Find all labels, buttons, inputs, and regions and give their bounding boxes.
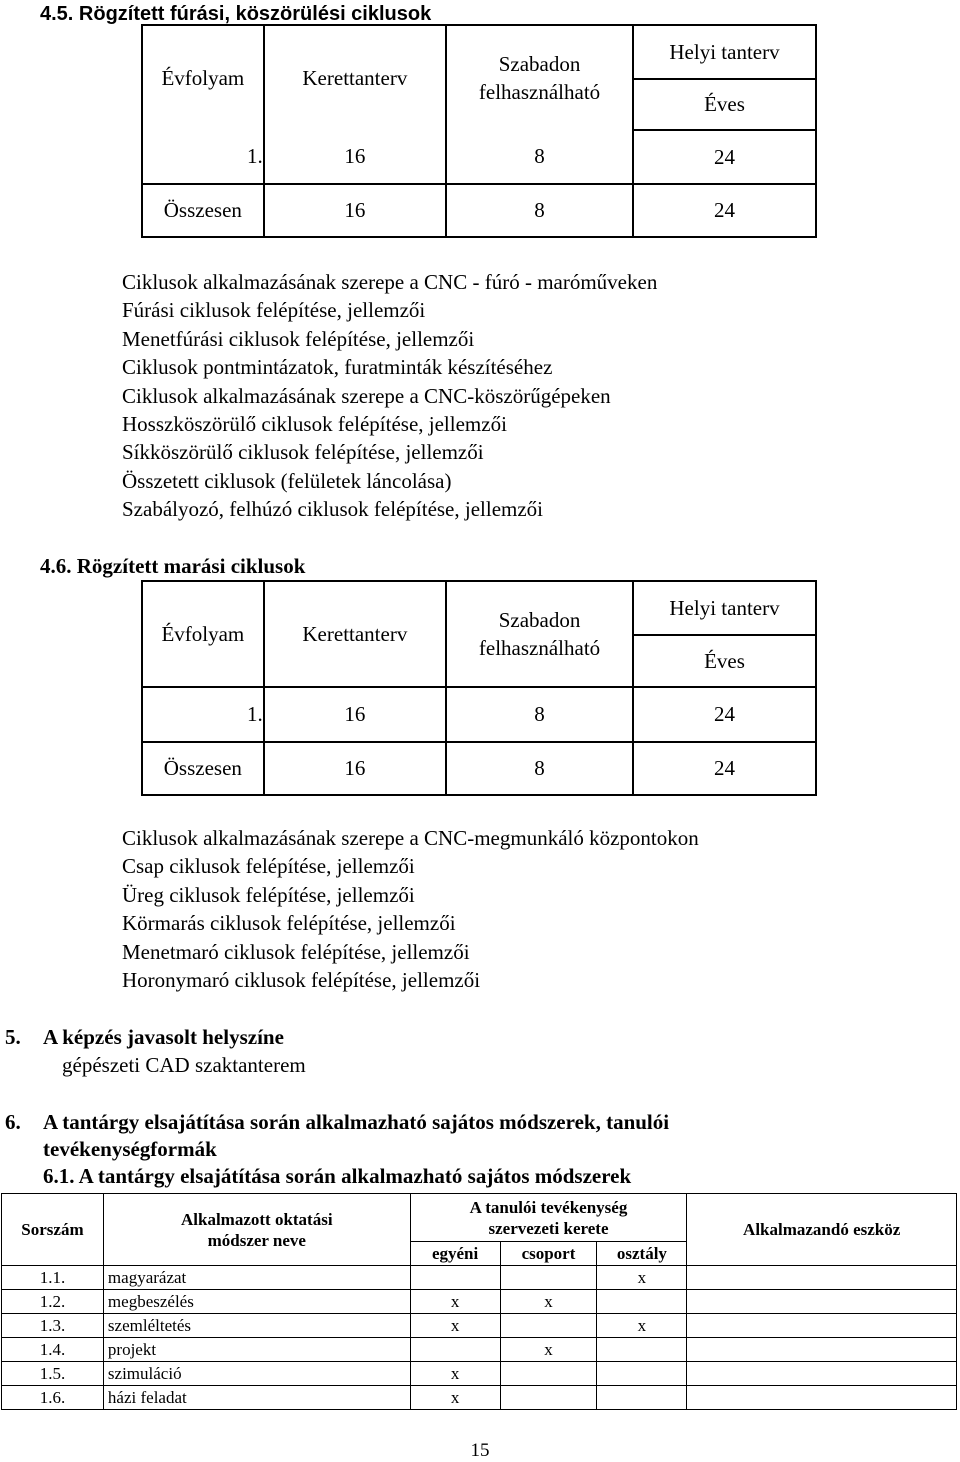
list-item: Szabályozó, felhúzó ciklusok felépítése, jellemzői [122,497,544,522]
row-label: Összesen [142,742,264,795]
header-kerettanterv: Kerettanterv [264,25,446,130]
section-number: 5. [5,1025,21,1049]
cell-csoport: x [500,1290,597,1314]
header-kerettanterv: Kerettanterv [264,581,446,687]
list-item: Ciklusok pontmintázatok, furatminták készítéséhez [122,355,553,380]
section-title-text: A képzés javasolt helyszíne [43,1025,284,1049]
list-item: Üreg ciklusok felépítése, jellemzői [122,882,415,907]
cell-eszkoz [687,1266,957,1290]
table-row [2,1290,957,1314]
cell-modszer: házi feladat [103,1386,410,1410]
cell-csoport [500,1266,597,1290]
row-szabadon: 8 [446,184,633,237]
table-row [2,1362,957,1386]
header-csoport: csoport [500,1242,597,1266]
header-tanuloi-tevekenyseg: A tanulói tevékenység szervezeti kerete [410,1194,687,1242]
cell-modszer: megbeszélés [103,1290,410,1314]
row-eves: 24 [633,742,816,795]
row-szabadon: 8 [446,687,633,742]
cell-sorszam: 1.3. [2,1314,104,1338]
cell-sorszam: 1.4. [2,1338,104,1362]
table-row [2,1266,957,1290]
row-eves: 24 [633,130,816,184]
header-egyeni: egyéni [410,1242,500,1266]
cell-csoport [500,1386,597,1410]
header-eves: Éves [633,635,816,687]
cell-sorszam: 1.1. [2,1266,104,1290]
list-item: Horonymaró ciklusok felépítése, jellemzői [122,968,481,993]
cell-modszer: projekt [103,1338,410,1362]
section-number: 6. [5,1110,21,1134]
list-item: Csap ciklusok felépítése, jellemzői [122,854,415,879]
list-item: Körmarás ciklusok felépítése, jellemzői [122,911,456,936]
header-evfolyam: Évfolyam [142,581,264,687]
section-6-title [5,1109,669,1190]
topic-list-4-5 [122,268,657,524]
cell-egyeni: x [410,1362,500,1386]
subsection-6-1-title: 6.1. A tantárgy elsajátítása során alkalmazható sajátos módszerek [43,1164,632,1188]
cell-sorszam: 1.6. [2,1386,104,1410]
header-szabadon: Szabadon felhasználható [446,25,633,130]
section-4-5-title: 4.5. Rögzített fúrási, köszörülési ciklusok [40,3,432,25]
cell-osztaly: x [597,1314,687,1338]
header-evfolyam: Évfolyam [142,25,264,130]
row-eves: 24 [633,687,816,742]
cell-eszkoz [687,1386,957,1410]
row-label: 1. [142,687,264,742]
cell-eszkoz [687,1362,957,1386]
list-item: Összetett ciklusok (felületek láncolása) [122,468,452,493]
page-number: 15 [470,1440,490,1461]
row-label: 1. [142,130,264,184]
header-helyi-tanterv: Helyi tanterv [633,581,816,635]
cell-egyeni: x [410,1314,500,1338]
list-item: Menetmaró ciklusok felépítése, jellemzői [122,939,470,964]
cell-modszer: magyarázat [103,1266,410,1290]
header-szabadon: Szabadon felhasználható [446,581,633,687]
cell-csoport [500,1362,597,1386]
methods-table [1,1193,957,1410]
list-item: Hosszköszörülő ciklusok felépítése, jellemzői [122,412,507,437]
section-5-title [5,1024,284,1051]
cell-egyeni: x [410,1290,500,1314]
cell-osztaly [597,1386,687,1410]
cell-modszer: szimuláció [103,1362,410,1386]
cell-csoport: x [500,1338,597,1362]
section-title-line2: tevékenységformák [43,1137,217,1161]
hours-table-4-6 [141,580,817,796]
header-eszkoz: Alkalmazandó eszköz [687,1194,957,1266]
table-row [2,1314,957,1338]
list-item: Menetfúrási ciklusok felépítése, jellemzői [122,326,475,351]
row-kerettanterv: 16 [264,687,446,742]
section-4-6-title: 4.6. Rögzített marási ciklusok [40,554,306,578]
cell-csoport [500,1314,597,1338]
section-title-line1: A tantárgy elsajátítása során alkalmazható sajátos módszerek, tanulói [43,1110,670,1134]
table-row [2,1338,957,1362]
row-kerettanterv: 16 [264,184,446,237]
header-eves: Éves [633,79,816,130]
cell-egyeni [410,1338,500,1362]
row-kerettanterv: 16 [264,742,446,795]
row-szabadon: 8 [446,742,633,795]
list-item: Ciklusok alkalmazásának szerepe a CNC - fúró - maróműveken [122,270,658,294]
cell-osztaly [597,1290,687,1314]
hours-table-4-5 [141,24,817,238]
cell-egyeni [410,1266,500,1290]
row-label: Összesen [142,184,264,237]
cell-eszkoz [687,1338,957,1362]
header-helyi-tanterv: Helyi tanterv [633,25,816,79]
cell-osztaly: x [597,1266,687,1290]
cell-modszer: szemléltetés [103,1314,410,1338]
topic-list-4-6 [122,824,699,994]
cell-eszkoz [687,1314,957,1338]
cell-egyeni: x [410,1386,500,1410]
row-kerettanterv: 16 [264,130,446,184]
header-sorszam: Sorszám [2,1194,104,1266]
cell-sorszam: 1.2. [2,1290,104,1314]
header-osztaly: osztály [597,1242,687,1266]
list-item: Ciklusok alkalmazásának szerepe a CNC-köszörűgépeken [122,383,611,408]
cell-sorszam: 1.5. [2,1362,104,1386]
header-modszer: Alkalmazott oktatási módszer neve [103,1194,410,1266]
cell-eszkoz [687,1290,957,1314]
row-szabadon: 8 [446,130,633,184]
row-eves: 24 [633,184,816,237]
list-item: Fúrási ciklusok felépítése, jellemzői [122,298,426,323]
list-item: Síkköszörülő ciklusok felépítése, jellemzői [122,440,484,465]
table-row [2,1386,957,1410]
list-item: Ciklusok alkalmazásának szerepe a CNC-megmunkáló központokon [122,826,699,850]
cell-osztaly [597,1338,687,1362]
section-5-text: gépészeti CAD szaktanterem [62,1053,306,1077]
cell-osztaly [597,1362,687,1386]
